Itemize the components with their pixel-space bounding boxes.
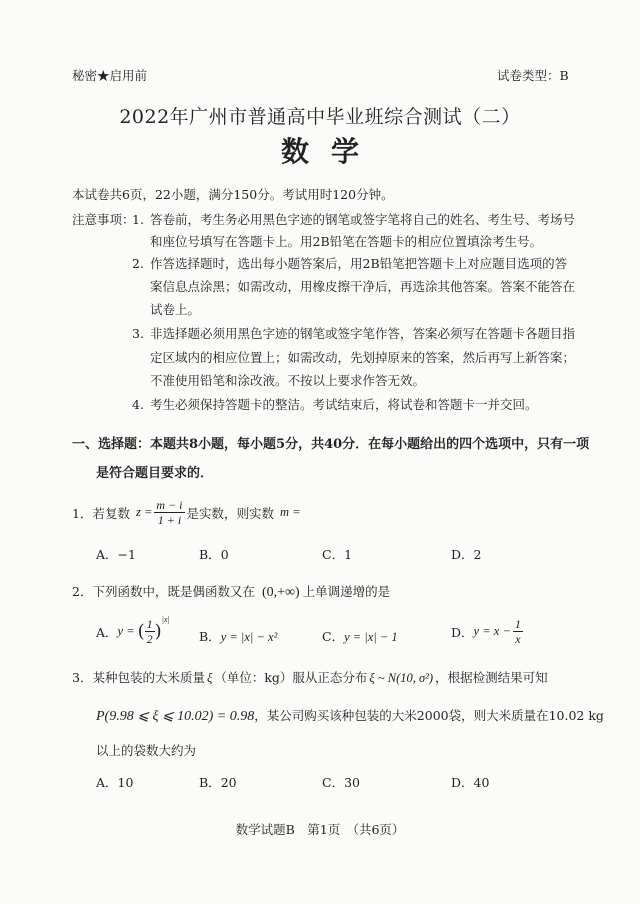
- q1-pre: 若复数: [92, 505, 130, 521]
- note-3-num: 3.: [132, 326, 144, 341]
- q1-number: 1．: [72, 505, 93, 521]
- note-2-num: 2.: [132, 256, 144, 271]
- q2-option-c: C．y = |x| − 1: [322, 629, 398, 644]
- note-1-line-1: 答卷前，考生务必用黑色字迹的钢笔或签字笔将自己的姓名、考生号、考场号: [150, 212, 576, 227]
- q3-option-d: D．40: [451, 775, 490, 790]
- q3-option-c: C．30: [322, 775, 360, 790]
- q1-fraction: [154, 498, 184, 527]
- q2-option-d: D． y = x − $\frac{1}{x}$: [451, 617, 521, 646]
- q2-option-b: B．y = |x| − x²: [199, 629, 278, 644]
- question-2: [72, 582, 390, 601]
- q2-d-fraction: $\frac{1}{x}$: [514, 617, 521, 646]
- q1-option-a: A．−1: [96, 547, 136, 562]
- question-3-line-3: 以上的袋数大约为: [96, 743, 197, 758]
- section-1-heading: 一、选择题：本题共8小题，每小题5分，共40分．在每小题给出的四个选项中，只有一项: [72, 437, 590, 452]
- q2-pre: 下列函数中，既是偶函数又在: [92, 584, 255, 599]
- q2-post: 上单调递增的是: [302, 584, 391, 599]
- q2-a-fraction: $\frac{1}{2}$: [146, 617, 153, 646]
- subject-title: 数学: [280, 135, 381, 168]
- q3-option-a: A．10: [96, 775, 134, 790]
- note-4-num: 4.: [132, 397, 144, 412]
- q2-interval: (0,+∞): [261, 585, 300, 600]
- q1-denominator: 1 + i: [157, 513, 182, 527]
- q2-number: 2．: [72, 584, 93, 599]
- section-1-heading-cont: 是符合题目要求的．: [96, 466, 214, 481]
- question-3-line-1: 3．某种包装的大米质量 ξ （单位：kg）服从正态分布 ξ ~ N(10, σ²) ，根据检测结果可知: [72, 670, 548, 685]
- intro-text: 本试卷共6页，22小题，满分150分。考试用时120分钟。: [72, 187, 394, 202]
- q1-option-b: B．0: [199, 547, 229, 562]
- q1-z: z =: [135, 505, 153, 519]
- q1-m: m =: [280, 505, 301, 519]
- paper-type-label: 试卷类型：B: [497, 68, 569, 83]
- note-2-line-1: 作答选择题时，选出每小题答案后，用2B铅笔把答题卡上对应题目选项的答: [150, 256, 568, 271]
- note-4-line-1: 考生必须保持答题卡的整洁。考试结束后，将试卷和答题卡一并交回。: [150, 397, 538, 412]
- note-1-num: 1.: [132, 212, 144, 227]
- note-3-line-2: 定区域内的相应位置上；如需改动，先划掉原来的答案，然后再写上新答案；: [150, 350, 576, 365]
- q1-option-d: D．2: [451, 547, 482, 562]
- confidential-label: 秘密★启用前: [72, 68, 148, 83]
- q2-option-a: A． y = ( $\frac{1}{2}$ ) |x|: [96, 615, 170, 646]
- exam-title: 2022年广州市普通高中毕业班综合测试（二）: [119, 106, 521, 128]
- question-1: [72, 498, 301, 527]
- note-3-line-3: 不准使用铅笔和涂改液。不按以上要求作答无效。: [150, 373, 426, 388]
- q1-numerator: m − i: [156, 498, 183, 512]
- note-1-line-2: 和座位号填写在答题卡上。用2B铅笔在答题卡的相应位置填涂考生号。: [150, 234, 543, 249]
- note-2-line-3: 试卷上。: [150, 302, 201, 317]
- q1-option-c: C．1: [322, 547, 353, 562]
- note-3-line-1: 非选择题必须用黑色字迹的钢笔或签字笔作答，答案必须写在答题卡各题目指: [150, 326, 576, 341]
- q3-option-b: B．20: [199, 775, 237, 790]
- q1-post: 是实数，则实数: [186, 505, 275, 521]
- page-footer: 数学试题B 第1页 （共6页）: [235, 822, 405, 837]
- question-3-line-2: P(9.98 ⩽ ξ ⩽ 10.02) = 0.98，某公司购买该种包装的大米2000袋，则大米质量在10.02 kg: [96, 708, 604, 724]
- notes-label: 注意事项：: [72, 212, 135, 227]
- note-2-line-2: 案信息点涂黑；如需改动，用橡皮擦干净后，再选涂其他答案。答案不能答在: [150, 279, 576, 294]
